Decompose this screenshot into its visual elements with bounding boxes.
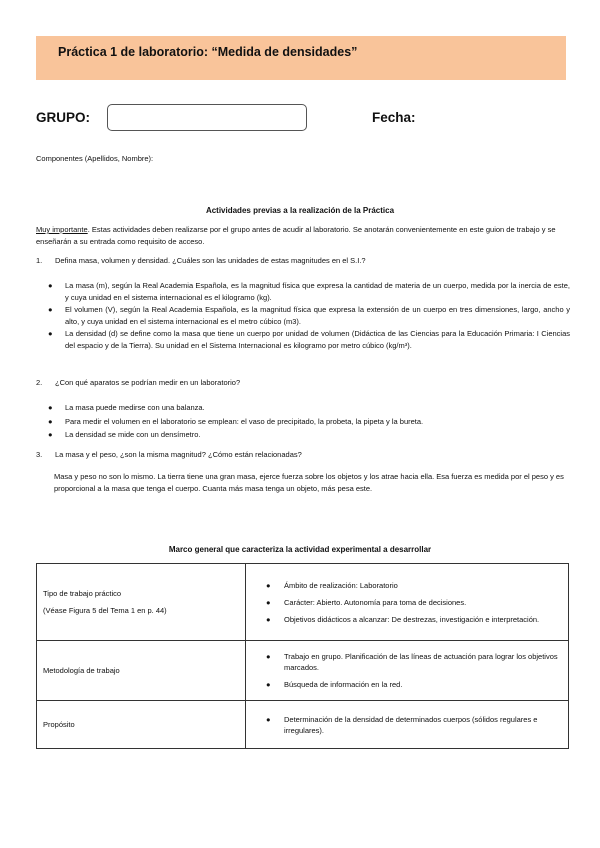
bullet-icon: ● [48,305,53,314]
list-item: ● La densidad se mide con un densímetro. [48,430,201,439]
bullet-icon: ● [266,597,271,607]
componentes-label: Componentes (Apellidos, Nombre): [36,154,154,163]
activities-intro [36,224,568,248]
page-title: Práctica 1 de laboratorio: “Medida de densidades” [58,45,358,59]
answer-2-list [48,402,570,441]
grupo-label: GRUPO: [36,110,90,125]
answer-1-list [48,280,570,351]
bullet-icon: ● [48,329,53,338]
question-number: 2. [36,378,43,387]
question-number: 3. [36,450,43,459]
bullet-icon: ● [48,281,53,290]
bullet-icon: ● [266,680,271,689]
activities-title: Actividades previas a la realización de la Práctica [205,206,395,215]
list-item: ● El volumen (V), según la Real Academia Española, es la magnitud física que expresa la extensión de un cuerpo en tres dimensiones, largo, ancho y alto, y cuya unidad en el sistema internacional es el metro cúbico (m3). [48,305,570,326]
fecha-label: Fecha: [372,110,416,125]
row-sublabel: (Véase Figura 5 del Tema 1 en p. 44) [43,606,167,615]
list-item: ● Ámbito de realización: Laboratorio [266,580,398,590]
question-3 [36,450,302,459]
row-content-cell [246,564,569,641]
bullet-icon: ● [48,416,53,426]
list-item: ● La masa (m), según la Real Academia Española, es la magnitud física que expresa la cantidad de materia de un cuerpo, medida por la inercia de este, y cuya unidad en el sistema internacional es el kilogramo (kg). [48,281,570,302]
intro-text: . Estas actividades deben realizarse por el grupo antes de acudir al laboratorio. Se anotarán convenientemente en este guion de trabajo y se enseñarán a su entrada como requisito de acceso. [36,225,556,246]
framework-table [36,563,569,749]
bullet-icon: ● [266,652,271,661]
list-item: ● Carácter: Abierto. Autonomía para toma de decisiones. [266,597,467,607]
question-number: 1. [36,256,43,265]
table-row [37,564,569,641]
row-label-cell [37,641,246,701]
bullet-icon: ● [48,403,53,412]
row-content-cell [246,641,569,701]
title-banner [36,36,566,80]
list-item: ● Búsqueda de información en la red. [266,680,403,689]
answer-3: Masa y peso no son lo mismo. La tierra tiene una gran masa, ejerce fuerza sobre los objetos y los atrae hacia ella. Esa fuerza es medida por el peso y es proporcional a la masa que tenga el cuerpo. Cuanta más masa tenga un objeto, más pesa este. [54,472,564,493]
row-label-cell [37,701,246,749]
bullet-icon: ● [266,580,271,590]
question-2 [36,378,240,387]
question-text: ¿Con qué aparatos se podrían medir en un laboratorio? [55,378,241,387]
list-item: ● Objetivos didácticos a alcanzar: De destrezas, investigación e interpretación. [266,614,540,624]
list-item: ● Trabajo en grupo. Planificación de las líneas de actuación para lograr los objetivos marcados. [266,652,558,672]
row-label: Metodología de trabajo [43,666,120,675]
list-item: ● Para medir el volumen en el laboratorio se emplean: el vaso de precipitado, la probeta, la pipeta y la bureta. [48,416,424,426]
row-content-cell [246,701,569,749]
row-label: Propósito [43,720,75,729]
bullet-icon: ● [48,430,53,439]
row-label: Tipo de trabajo práctico [43,589,122,598]
question-text: Defina masa, volumen y densidad. ¿Cuáles son las unidades de estas magnitudes en el S.I.? [55,256,366,265]
list-item: ● La masa puede medirse con una balanza. [48,403,205,412]
important-label: Muy importante [36,225,88,234]
bullet-icon: ● [266,714,271,724]
question-text: La masa y el peso, ¿son la misma magnitud? ¿Cómo están relacionadas? [55,450,302,459]
table-row [37,641,569,701]
list-item: ● La densidad (d) se define como la masa que tiene un cuerpo por unidad de volumen (Didáctica de las Ciencias para la Educación Primaria: I Ciencias del espacio y de la Tierra). Su unidad en el Sistema Internacional es kilogramo por metro cúbico (kg/m³). [48,329,570,350]
question-1 [36,256,366,265]
row-label-cell [37,564,246,641]
grupo-input[interactable] [107,104,307,131]
bullet-icon: ● [266,614,271,624]
table-row [37,701,569,749]
list-item: ● Determinación de la densidad de determinados cuerpos (sólidos regulares e irregulares). [266,714,538,735]
framework-title: Marco general que caracteriza la actividad experimental a desarrollar [168,545,432,554]
